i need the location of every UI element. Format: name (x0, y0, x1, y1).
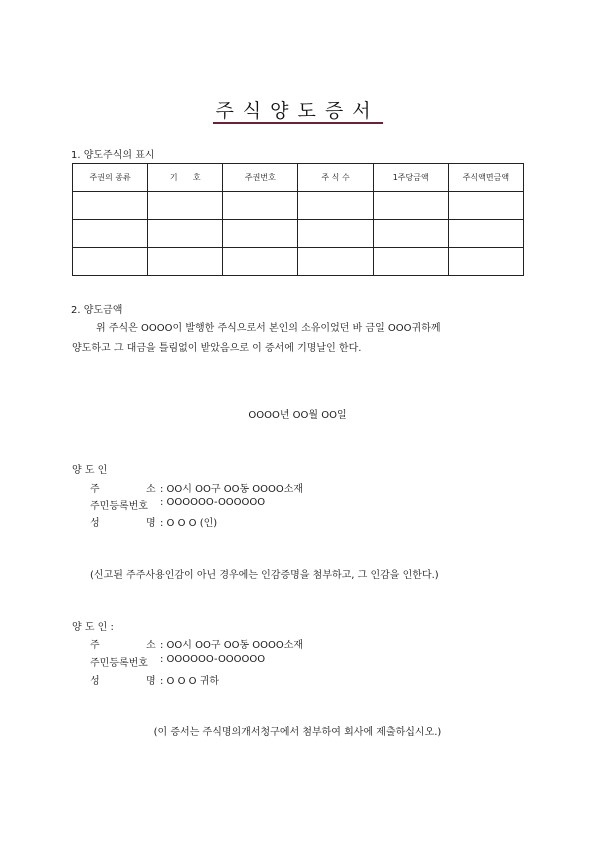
footer-note: (이 증서는 주식명의개서청구에서 첨부하여 회사에 제출하십시오.) (153, 727, 442, 738)
table-cell (448, 220, 523, 248)
transferor-name-row (0, 514, 595, 528)
table-cell (373, 192, 448, 220)
transfer-text-line-1: 위 주식은 OOOO이 발행한 주식으로서 본인의 소유이었던 바 금일 OOO귀하께 (96, 323, 441, 334)
transferee-id-row (0, 654, 595, 668)
document-title: 주식양도증서 (215, 100, 380, 122)
table-cell (223, 192, 298, 220)
name-label-char: 명 (146, 518, 156, 529)
table-cell (373, 220, 448, 248)
table-cell (148, 220, 223, 248)
table-cell (223, 248, 298, 276)
address-label-char: 주 (90, 640, 100, 651)
section1-heading: 1. 양도주식의 표시 (71, 150, 155, 161)
table-header-cell: 주식액면금액 (448, 164, 523, 192)
date-line: OOOO년 OO월 OO일 (248, 410, 347, 421)
address-label-char: 소 (146, 640, 156, 651)
transferee-address-row (0, 636, 595, 650)
address-value: : OO시 OO구 OO동 OOOO소재 (160, 640, 304, 651)
transferee-name-row (0, 672, 595, 686)
transferor-heading: 양 도 인 (72, 465, 108, 476)
share-table-header-row (73, 164, 524, 192)
name-label-char: 성 (90, 676, 100, 687)
table-header-cell: 기 호 (148, 164, 223, 192)
address-label-char: 주 (90, 484, 100, 495)
transferor-id-row (0, 497, 595, 511)
name-value: : O O O (인) (160, 518, 218, 529)
seal-note: (신고된 주주사용인감이 아닌 경우에는 인감증명을 첨부하고, 그 인감을 인한다.) (90, 570, 439, 581)
table-cell (298, 220, 373, 248)
table-cell (373, 248, 448, 276)
table-cell (448, 248, 523, 276)
table-header-cell: 주권의 종류 (73, 164, 148, 192)
name-label-char: 성 (90, 518, 100, 529)
id-value: : OOOOOO-OOOOOO (160, 654, 266, 665)
name-value: : O O O 귀하 (160, 676, 220, 687)
transferor-address-row (0, 480, 595, 494)
table-cell (148, 248, 223, 276)
table-row (73, 248, 524, 276)
table-cell (223, 220, 298, 248)
table-header-cell: 주 식 수 (298, 164, 373, 192)
table-cell (73, 248, 148, 276)
table-cell (298, 248, 373, 276)
transferee-heading: 양 도 인 : (72, 622, 114, 633)
name-label-char: 명 (146, 676, 156, 687)
address-label-char: 소 (146, 484, 156, 495)
table-row (73, 192, 524, 220)
table-cell (448, 192, 523, 220)
title-underline (213, 122, 383, 124)
table-cell (298, 192, 373, 220)
transfer-text-line-2: 양도하고 그 대금을 틀림없이 받았음으로 이 증서에 기명날인 한다. (72, 343, 362, 354)
id-value: : OOOOOO-OOOOOO (160, 497, 266, 508)
share-table (72, 163, 524, 276)
table-cell (73, 192, 148, 220)
address-value: : OO시 OO구 OO동 OOOO소재 (160, 484, 304, 495)
table-row (73, 220, 524, 248)
id-label: 주민등록번호 (90, 501, 148, 512)
table-cell (148, 192, 223, 220)
table-cell (73, 220, 148, 248)
section2-heading: 2. 양도금액 (71, 305, 123, 316)
id-label: 주민등록번호 (90, 658, 148, 669)
table-header-cell: 1주당금액 (373, 164, 448, 192)
table-header-cell: 주권번호 (223, 164, 298, 192)
